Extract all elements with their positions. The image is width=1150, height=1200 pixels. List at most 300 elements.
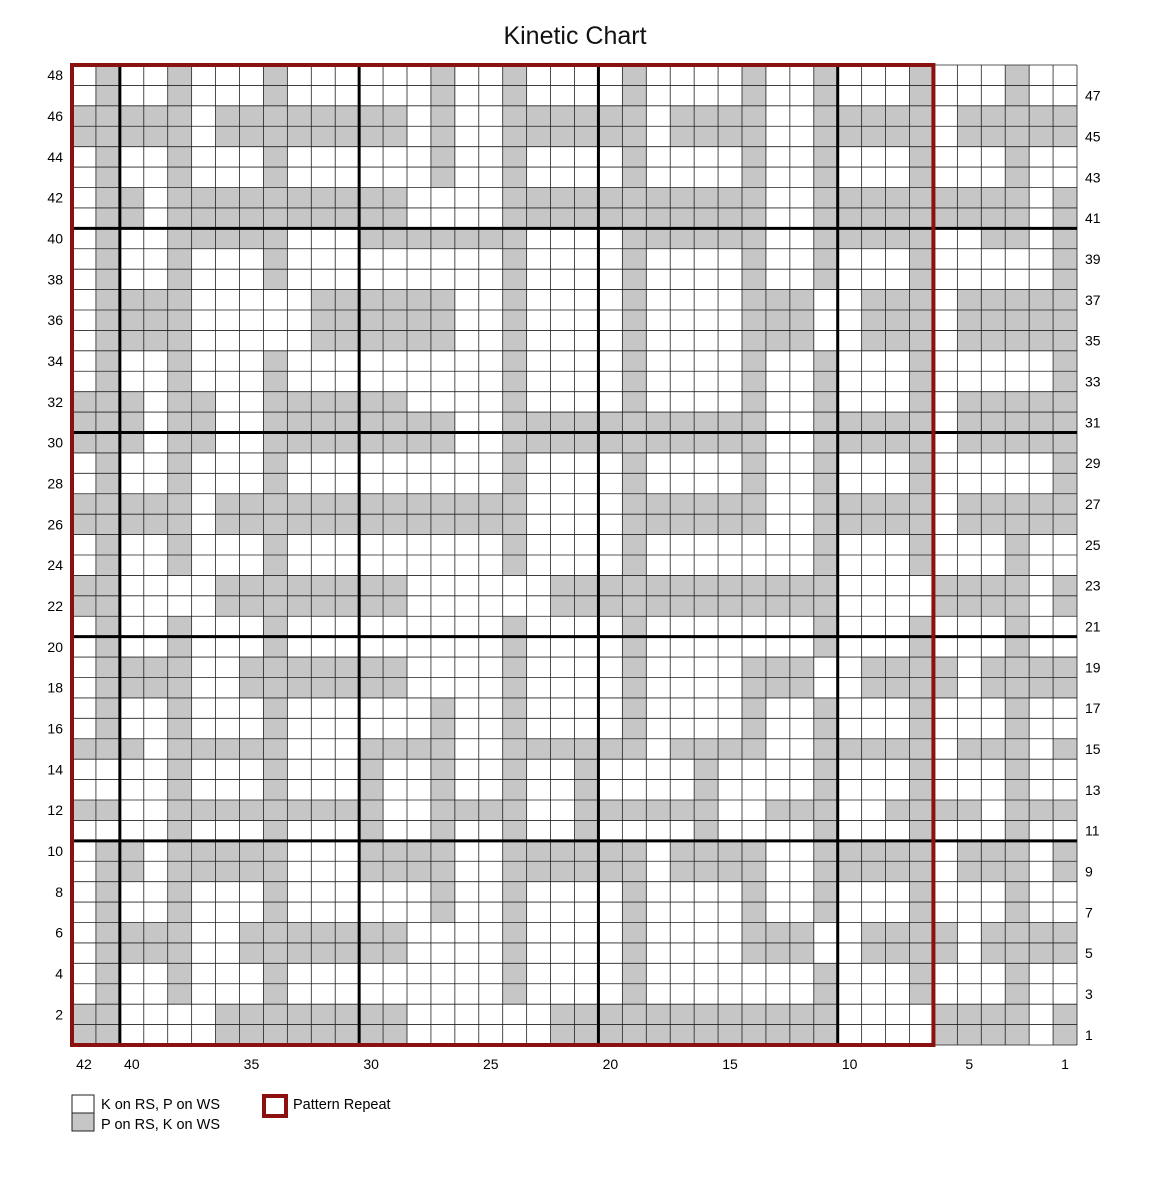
purl-cell [742, 596, 766, 617]
purl-cell [168, 657, 192, 678]
purl-cell [718, 412, 742, 433]
purl-cell [263, 351, 287, 372]
purl-cell [957, 392, 981, 413]
purl-cell [96, 1025, 120, 1046]
purl-cell [216, 575, 240, 596]
purl-cell [168, 188, 192, 209]
purl-cell [503, 882, 527, 903]
purl-cell [120, 208, 144, 229]
purl-cell [503, 494, 527, 515]
purl-cell [1005, 535, 1029, 556]
purl-cell [1029, 943, 1053, 964]
purl-cell [335, 923, 359, 944]
purl-cell [359, 861, 383, 882]
purl-cell [120, 433, 144, 454]
purl-cell [622, 800, 646, 821]
purl-cell [216, 208, 240, 229]
purl-cell [1053, 392, 1077, 413]
purl-cell [886, 310, 910, 331]
purl-cell [766, 290, 790, 311]
purl-cell [311, 657, 335, 678]
purl-cell [814, 637, 838, 658]
purl-cell [981, 208, 1005, 229]
row-label-right: 9 [1085, 863, 1093, 880]
purl-cell [96, 228, 120, 249]
purl-cell [168, 718, 192, 739]
purl-cell [168, 882, 192, 903]
purl-cell [910, 494, 934, 515]
purl-cell [742, 310, 766, 331]
purl-cell [359, 596, 383, 617]
purl-cell [575, 106, 599, 127]
purl-cell [96, 698, 120, 719]
purl-cell [192, 188, 216, 209]
purl-cell [622, 249, 646, 270]
purl-cell [742, 698, 766, 719]
purl-cell [263, 1025, 287, 1046]
column-label: 20 [602, 1056, 619, 1072]
purl-cell [96, 453, 120, 474]
purl-cell [575, 188, 599, 209]
purl-cell [1005, 698, 1029, 719]
purl-cell [311, 188, 335, 209]
purl-cell [359, 943, 383, 964]
purl-cell [862, 943, 886, 964]
row-label-right: 11 [1085, 822, 1100, 839]
purl-cell [838, 433, 862, 454]
purl-cell [383, 290, 407, 311]
purl-cell [335, 1025, 359, 1046]
purl-cell [742, 85, 766, 106]
purl-cell [431, 290, 455, 311]
row-label-left: 4 [55, 965, 63, 982]
purl-cell [862, 208, 886, 229]
purl-cell [790, 596, 814, 617]
purl-cell [1053, 228, 1077, 249]
purl-cell [551, 739, 575, 760]
purl-cell [742, 1004, 766, 1025]
purl-cell [263, 943, 287, 964]
purl-cell [96, 555, 120, 576]
purl-cell [120, 861, 144, 882]
purl-cell [622, 188, 646, 209]
purl-cell [479, 494, 503, 515]
purl-cell [263, 269, 287, 290]
purl-cell [216, 106, 240, 127]
row-label-left: 48 [47, 67, 63, 84]
purl-cell [957, 1025, 981, 1046]
purl-cell [359, 1004, 383, 1025]
purl-cell [981, 106, 1005, 127]
purl-cell [263, 1004, 287, 1025]
row-label-left: 44 [47, 148, 63, 165]
purl-cell [742, 494, 766, 515]
purl-cell [575, 126, 599, 147]
purl-cell [240, 861, 264, 882]
purl-cell [168, 698, 192, 719]
purl-cell [622, 473, 646, 494]
purl-cell [287, 188, 311, 209]
purl-cell [503, 228, 527, 249]
purl-cell [120, 514, 144, 535]
purl-cell [96, 657, 120, 678]
purl-cell [431, 330, 455, 351]
purl-cell [575, 208, 599, 229]
purl-cell [1053, 514, 1077, 535]
purl-cell [694, 494, 718, 515]
purl-cell [694, 596, 718, 617]
purl-cell [503, 535, 527, 556]
legend [72, 1095, 391, 1133]
purl-cell [1053, 657, 1077, 678]
purl-cell [96, 371, 120, 392]
purl-cell [359, 392, 383, 413]
purl-cell [383, 657, 407, 678]
purl-cell [957, 514, 981, 535]
purl-cell [742, 739, 766, 760]
purl-cell [168, 371, 192, 392]
purl-cell [981, 290, 1005, 311]
purl-cell [168, 228, 192, 249]
purl-cell [670, 433, 694, 454]
purl-cell [311, 800, 335, 821]
purl-cell [168, 147, 192, 168]
purl-cell [814, 596, 838, 617]
purl-cell [694, 433, 718, 454]
purl-cell [311, 596, 335, 617]
purl-cell [192, 208, 216, 229]
purl-cell [622, 596, 646, 617]
purl-cell [263, 759, 287, 780]
purl-cell [1053, 208, 1077, 229]
purl-cell [694, 575, 718, 596]
purl-cell [622, 1025, 646, 1046]
purl-cell [263, 800, 287, 821]
purl-cell [287, 596, 311, 617]
purl-cell [886, 923, 910, 944]
purl-cell [886, 330, 910, 351]
purl-cell [886, 657, 910, 678]
purl-cell [383, 228, 407, 249]
purl-cell [168, 616, 192, 637]
purl-cell [981, 657, 1005, 678]
purl-cell [216, 514, 240, 535]
purl-cell [766, 678, 790, 699]
purl-cell [646, 514, 670, 535]
purl-cell [359, 657, 383, 678]
purl-cell [1005, 228, 1029, 249]
row-label-left: 32 [47, 393, 63, 410]
purl-cell [598, 106, 622, 127]
purl-cell [1053, 412, 1077, 433]
purl-cell [72, 739, 96, 760]
purl-cell [383, 841, 407, 862]
purl-cell [718, 514, 742, 535]
row-label-right: 1 [1085, 1026, 1093, 1043]
row-label-right: 35 [1085, 332, 1101, 349]
purl-cell [814, 106, 838, 127]
purl-cell [694, 188, 718, 209]
purl-cell [1005, 800, 1029, 821]
purl-cell [551, 1025, 575, 1046]
legend-knit-swatch [72, 1095, 94, 1113]
purl-cell [503, 371, 527, 392]
purl-cell [1053, 269, 1077, 290]
purl-cell [407, 228, 431, 249]
purl-cell [814, 126, 838, 147]
row-label-left: 26 [47, 516, 63, 533]
purl-cell [96, 616, 120, 637]
purl-cell [551, 575, 575, 596]
purl-cell [503, 249, 527, 270]
purl-cell [431, 882, 455, 903]
purl-cell [622, 637, 646, 658]
purl-cell [933, 596, 957, 617]
purl-cell [910, 923, 934, 944]
purl-cell [168, 330, 192, 351]
purl-cell [311, 433, 335, 454]
purl-cell [479, 228, 503, 249]
purl-cell [718, 861, 742, 882]
purl-cell [359, 575, 383, 596]
purl-cell [503, 514, 527, 535]
purl-cell [814, 65, 838, 86]
purl-cell [694, 412, 718, 433]
purl-cell [287, 126, 311, 147]
purl-cell [1053, 351, 1077, 372]
purl-cell [981, 126, 1005, 147]
purl-cell [742, 841, 766, 862]
purl-cell [862, 494, 886, 515]
purl-cell [96, 126, 120, 147]
purl-cell [886, 943, 910, 964]
purl-cell [431, 433, 455, 454]
purl-cell [335, 494, 359, 515]
purl-cell [216, 841, 240, 862]
purl-cell [359, 208, 383, 229]
purl-cell [1029, 678, 1053, 699]
purl-cell [383, 575, 407, 596]
purl-cell [622, 106, 646, 127]
purl-cell [910, 616, 934, 637]
purl-cell [216, 188, 240, 209]
purl-cell [694, 759, 718, 780]
purl-cell [1053, 861, 1077, 882]
purl-cell [96, 902, 120, 923]
purl-cell [503, 188, 527, 209]
purl-cell [263, 85, 287, 106]
purl-cell [910, 65, 934, 86]
purl-cell [838, 739, 862, 760]
purl-cell [838, 126, 862, 147]
purl-cell [814, 739, 838, 760]
purl-cell [551, 188, 575, 209]
purl-cell [742, 228, 766, 249]
purl-cell [168, 902, 192, 923]
purl-cell [287, 800, 311, 821]
purl-cell [431, 841, 455, 862]
purl-cell [910, 698, 934, 719]
purl-cell [263, 494, 287, 515]
purl-cell [981, 494, 1005, 515]
purl-cell [814, 882, 838, 903]
purl-cell [144, 678, 168, 699]
purl-cell [311, 1004, 335, 1025]
purl-cell [814, 392, 838, 413]
purl-cell [886, 290, 910, 311]
row-label-left: 12 [47, 802, 63, 819]
purl-cell [503, 780, 527, 801]
purl-cell [263, 637, 287, 658]
purl-cell [335, 208, 359, 229]
purl-cell [551, 412, 575, 433]
purl-cell [622, 147, 646, 168]
purl-cell [646, 1004, 670, 1025]
purl-cell [862, 310, 886, 331]
purl-cell [287, 1004, 311, 1025]
purl-cell [311, 392, 335, 413]
purl-cell [359, 494, 383, 515]
purl-cell [670, 514, 694, 535]
purl-cell [814, 188, 838, 209]
purl-cell [96, 330, 120, 351]
purl-cell [1005, 65, 1029, 86]
purl-cell [503, 453, 527, 474]
purl-cell [144, 657, 168, 678]
purl-cell [120, 739, 144, 760]
purl-cell [790, 290, 814, 311]
purl-cell [383, 1004, 407, 1025]
purl-cell [383, 310, 407, 331]
purl-cell [575, 759, 599, 780]
purl-cell [168, 453, 192, 474]
purl-cell [622, 882, 646, 903]
purl-cell [1005, 208, 1029, 229]
purl-cell [431, 780, 455, 801]
purl-cell [168, 85, 192, 106]
purl-cell [383, 433, 407, 454]
purl-cell [718, 1025, 742, 1046]
purl-cell [622, 923, 646, 944]
purl-cell [263, 596, 287, 617]
purl-cell [383, 739, 407, 760]
purl-cell [431, 698, 455, 719]
purl-cell [862, 841, 886, 862]
purl-cell [263, 371, 287, 392]
purl-cell [886, 188, 910, 209]
purl-cell [670, 208, 694, 229]
purl-cell [933, 208, 957, 229]
purl-cell [1005, 126, 1029, 147]
purl-cell [910, 780, 934, 801]
row-label-right: 27 [1085, 495, 1101, 512]
purl-cell [527, 208, 551, 229]
purl-cell [981, 433, 1005, 454]
purl-cell [622, 208, 646, 229]
purl-cell [670, 841, 694, 862]
purl-cell [1029, 433, 1053, 454]
purl-cell [742, 147, 766, 168]
purl-cell [622, 433, 646, 454]
row-label-left: 28 [47, 475, 63, 492]
purl-cell [311, 514, 335, 535]
purl-cell [96, 188, 120, 209]
purl-cell [646, 1025, 670, 1046]
row-label-right: 15 [1085, 740, 1101, 757]
purl-cell [1029, 106, 1053, 127]
purl-cell [216, 1025, 240, 1046]
purl-cell [240, 678, 264, 699]
purl-cell [311, 923, 335, 944]
purl-cell [216, 126, 240, 147]
purl-cell [575, 820, 599, 841]
purl-cell [527, 412, 551, 433]
purl-cell [359, 188, 383, 209]
purl-cell [575, 861, 599, 882]
purl-cell [910, 535, 934, 556]
purl-cell [431, 739, 455, 760]
purl-cell [766, 923, 790, 944]
purl-cell [814, 698, 838, 719]
purl-cell [72, 494, 96, 515]
purl-cell [1029, 392, 1053, 413]
purl-cell [742, 514, 766, 535]
purl-cell [359, 678, 383, 699]
purl-cell [742, 249, 766, 270]
purl-cell [575, 841, 599, 862]
purl-cell [407, 310, 431, 331]
purl-cell [359, 106, 383, 127]
purl-cell [718, 1004, 742, 1025]
purl-cell [742, 453, 766, 474]
column-label: 15 [722, 1056, 738, 1072]
purl-cell [287, 392, 311, 413]
purl-cell [957, 433, 981, 454]
purl-cell [263, 126, 287, 147]
purl-cell [575, 596, 599, 617]
purl-cell [1005, 85, 1029, 106]
purl-cell [144, 330, 168, 351]
purl-cell [766, 800, 790, 821]
purl-cell [240, 575, 264, 596]
purl-cell [718, 596, 742, 617]
purl-cell [96, 208, 120, 229]
purl-cell [910, 759, 934, 780]
purl-cell [790, 923, 814, 944]
purl-cell [957, 126, 981, 147]
purl-cell [1029, 494, 1053, 515]
purl-cell [383, 188, 407, 209]
purl-cell [933, 575, 957, 596]
purl-cell [957, 494, 981, 515]
purl-cell [742, 433, 766, 454]
purl-cell [933, 1025, 957, 1046]
purl-cell [311, 943, 335, 964]
purl-cell [957, 188, 981, 209]
purl-cell [575, 739, 599, 760]
purl-cell [168, 820, 192, 841]
purl-cell [72, 1004, 96, 1025]
column-label: 1 [1061, 1056, 1069, 1072]
purl-cell [551, 106, 575, 127]
purl-cell [1053, 1004, 1077, 1025]
purl-cell [814, 780, 838, 801]
purl-cell [263, 473, 287, 494]
purl-cell [862, 228, 886, 249]
purl-cell [1053, 678, 1077, 699]
purl-cell [910, 269, 934, 290]
purl-cell [1005, 167, 1029, 188]
